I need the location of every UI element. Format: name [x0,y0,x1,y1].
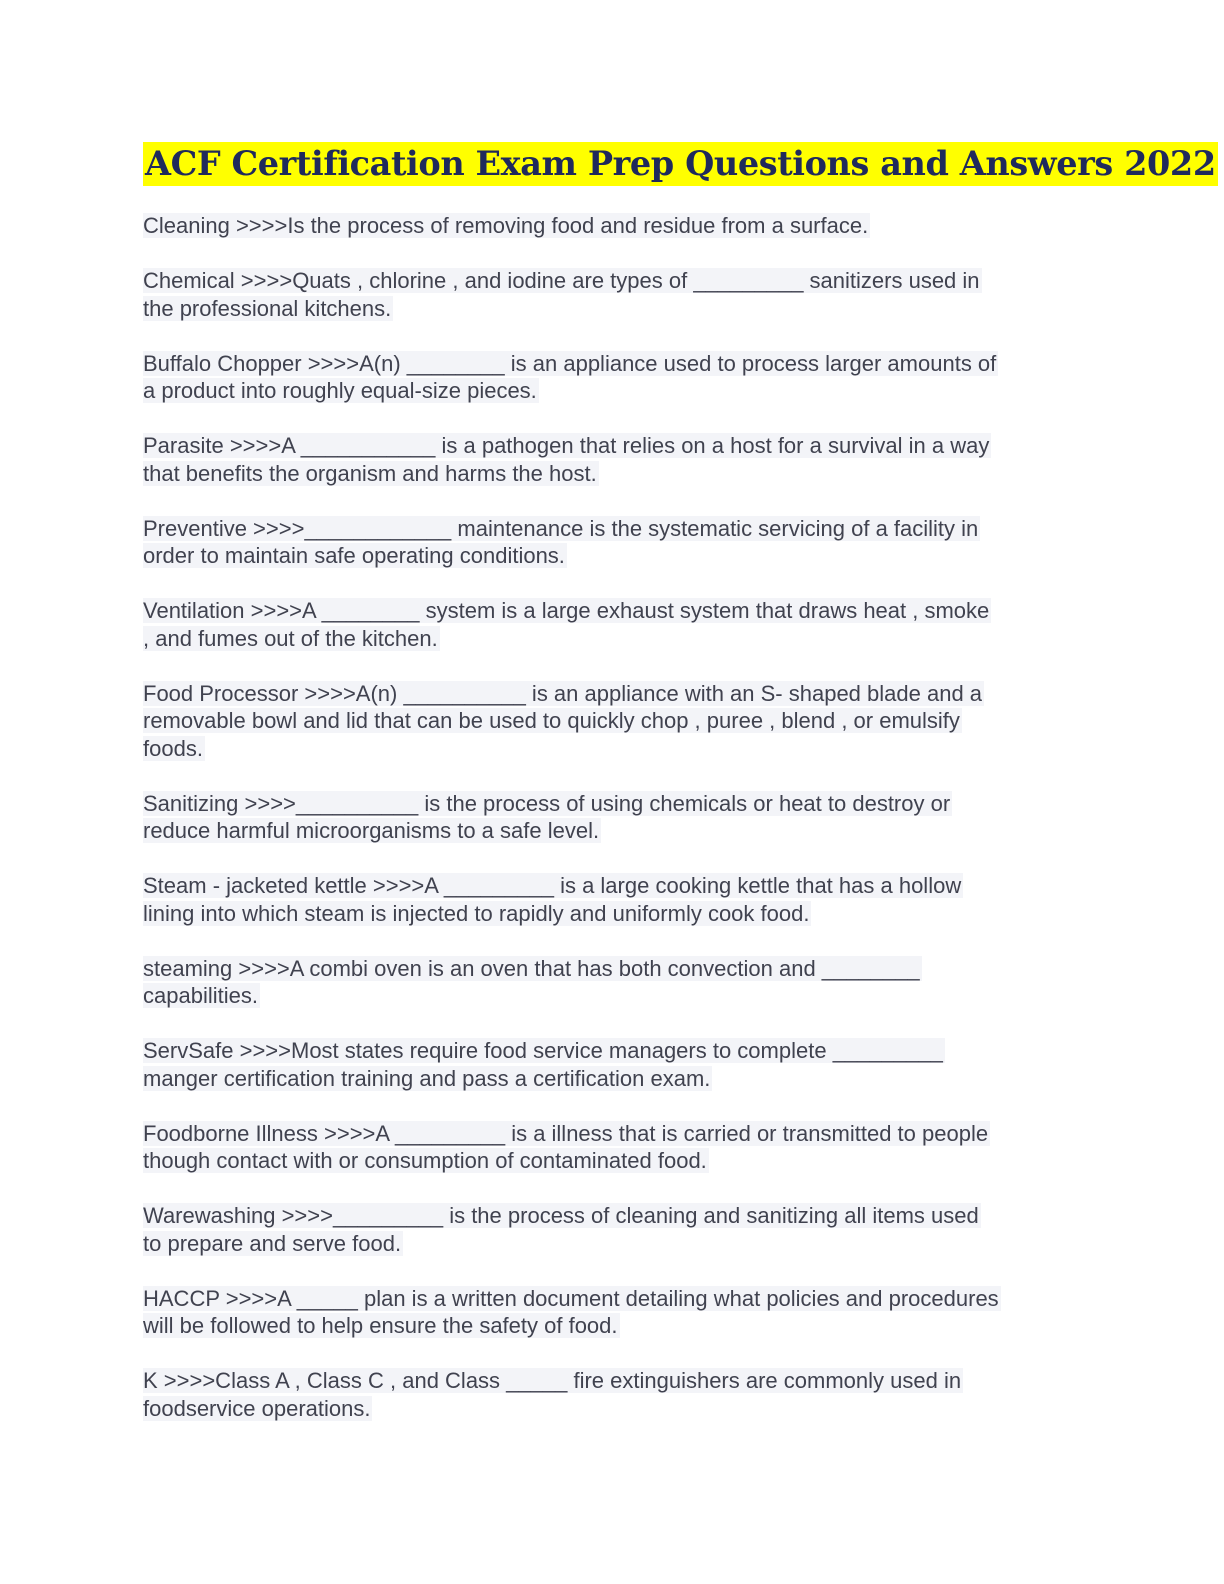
qa-entry-text: though contact with or consumption of contaminated food. [143,1148,707,1173]
qa-entry-text: will be followed to help ensure the safety of food. [143,1313,618,1338]
qa-entry-text: Cleaning >>>>Is the process of removing food and residue from a surface. [143,213,869,238]
qa-entry-text: Preventive >>>>____________ maintenance is the systematic servicing of a facility in [143,515,979,541]
qa-entry [143,1202,1083,1257]
qa-entry-line [143,982,1083,1010]
qa-entry-line [143,1147,1083,1175]
qa-entry [143,790,1083,845]
qa-entry-line [143,295,1083,323]
qa-entry-text: lining into which steam is injected to rapidly and uniformly cook food. [143,900,810,926]
qa-entry-text: Sanitizing >>>>__________ is the process of using chemicals or heat to destroy or [143,790,951,816]
qa-entry [143,267,1083,322]
qa-entry-line [143,267,1083,295]
qa-entry-text: K >>>>Class A , Class C , and Class _____ fire extinguishers are commonly used in [143,1368,962,1393]
qa-entry-line [143,680,1083,708]
qa-entry-line [143,597,1083,625]
qa-entry-line [143,817,1083,845]
document-title: ACF Certification Exam Prep Questions and Answers 2022 [143,142,1218,186]
qa-entry-text: reduce harmful microorganisms to a safe level. [143,818,600,843]
qa-entry [143,350,1083,405]
qa-entry-text: order to maintain safe operating conditions. [143,543,565,568]
qa-entry-line [143,625,1083,653]
qa-entry-text: to prepare and serve food. [143,1230,402,1256]
qa-entry-text: Parasite >>>>A ___________ is a pathogen that relies on a host for a survival in a way [143,433,990,458]
qa-entry-text: Ventilation >>>>A ________ system is a large exhaust system that draws heat , smoke [143,598,990,623]
qa-entry-text: Food Processor >>>>A(n) __________ is an appliance with an S- shaped blade and a [143,680,983,706]
qa-entry-text: HACCP >>>>A _____ plan is a written document detailing what policies and procedures [143,1285,999,1311]
qa-entry-line [143,1202,1083,1230]
qa-entry-text: ServSafe >>>>Most states require food service managers to complete _________ [143,1038,943,1063]
qa-entry-text: Chemical >>>>Quats , chlorine , and iodine are types of _________ sanitizers used in [143,268,980,293]
qa-entry-line [143,432,1083,460]
qa-entry-text: a product into roughly equal-size pieces. [143,378,537,403]
qa-entry-text: foodservice operations. [143,1395,371,1421]
qa-entry-text: that benefits the organism and harms the host. [143,460,597,486]
qa-entry [143,1037,1083,1092]
qa-entry-text: manger certification training and pass a certification exam. [143,1065,711,1091]
qa-entry-line [143,1230,1083,1258]
qa-entry-line [143,1367,1083,1395]
qa-entry-line [143,955,1083,983]
qa-entry-line [143,1120,1083,1148]
qa-entry-line [143,1395,1083,1423]
qa-entry-text: capabilities. [143,983,258,1008]
qa-entry-line [143,1065,1083,1093]
qa-entry [143,432,1083,487]
qa-entry-text: removable bowl and lid that can be used to quickly chop , puree , blend , or emulsify [143,708,960,733]
qa-entry-line [143,900,1083,928]
qa-entry [143,872,1083,927]
qa-entry [143,515,1083,570]
qa-entry-line [143,377,1083,405]
qa-entry-text: Foodborne Illness >>>>A _________ is a illness that is carried or transmitted to people [143,1120,989,1146]
qa-entry [143,680,1083,763]
qa-entry-line [143,735,1083,763]
qa-entry-line [143,1285,1083,1313]
qa-entry-text: , and fumes out of the kitchen. [143,625,438,651]
qa-entry [143,597,1083,652]
qa-entry-line [143,1037,1083,1065]
qa-entry-text: Warewashing >>>>_________ is the process of cleaning and sanitizing all items used [143,1203,979,1228]
qa-entry [143,955,1083,1010]
qa-entry-line [143,460,1083,488]
qa-entry-text: Steam - jacketed kettle >>>>A _________ is a large cooking kettle that has a hollow [143,873,962,898]
qa-entry-line [143,212,1083,240]
qa-entry-line [143,515,1083,543]
qa-entry-line [143,350,1083,378]
qa-entry-line [143,1312,1083,1340]
qa-entry-line [143,790,1083,818]
qa-entry-line [143,707,1083,735]
qa-entry [143,1367,1083,1422]
qa-entry [143,1285,1083,1340]
qa-entry-text: steaming >>>>A combi oven is an oven that has both convection and ________ [143,955,920,981]
qa-entry-line [143,542,1083,570]
qa-entry [143,1120,1083,1175]
qa-entry-text: the professional kitchens. [143,295,392,321]
qa-entry-line [143,872,1083,900]
qa-entry [143,212,1083,240]
qa-entry-text: Buffalo Chopper >>>>A(n) ________ is an appliance used to process larger amounts of [143,350,997,376]
qa-entry-text: foods. [143,735,203,761]
